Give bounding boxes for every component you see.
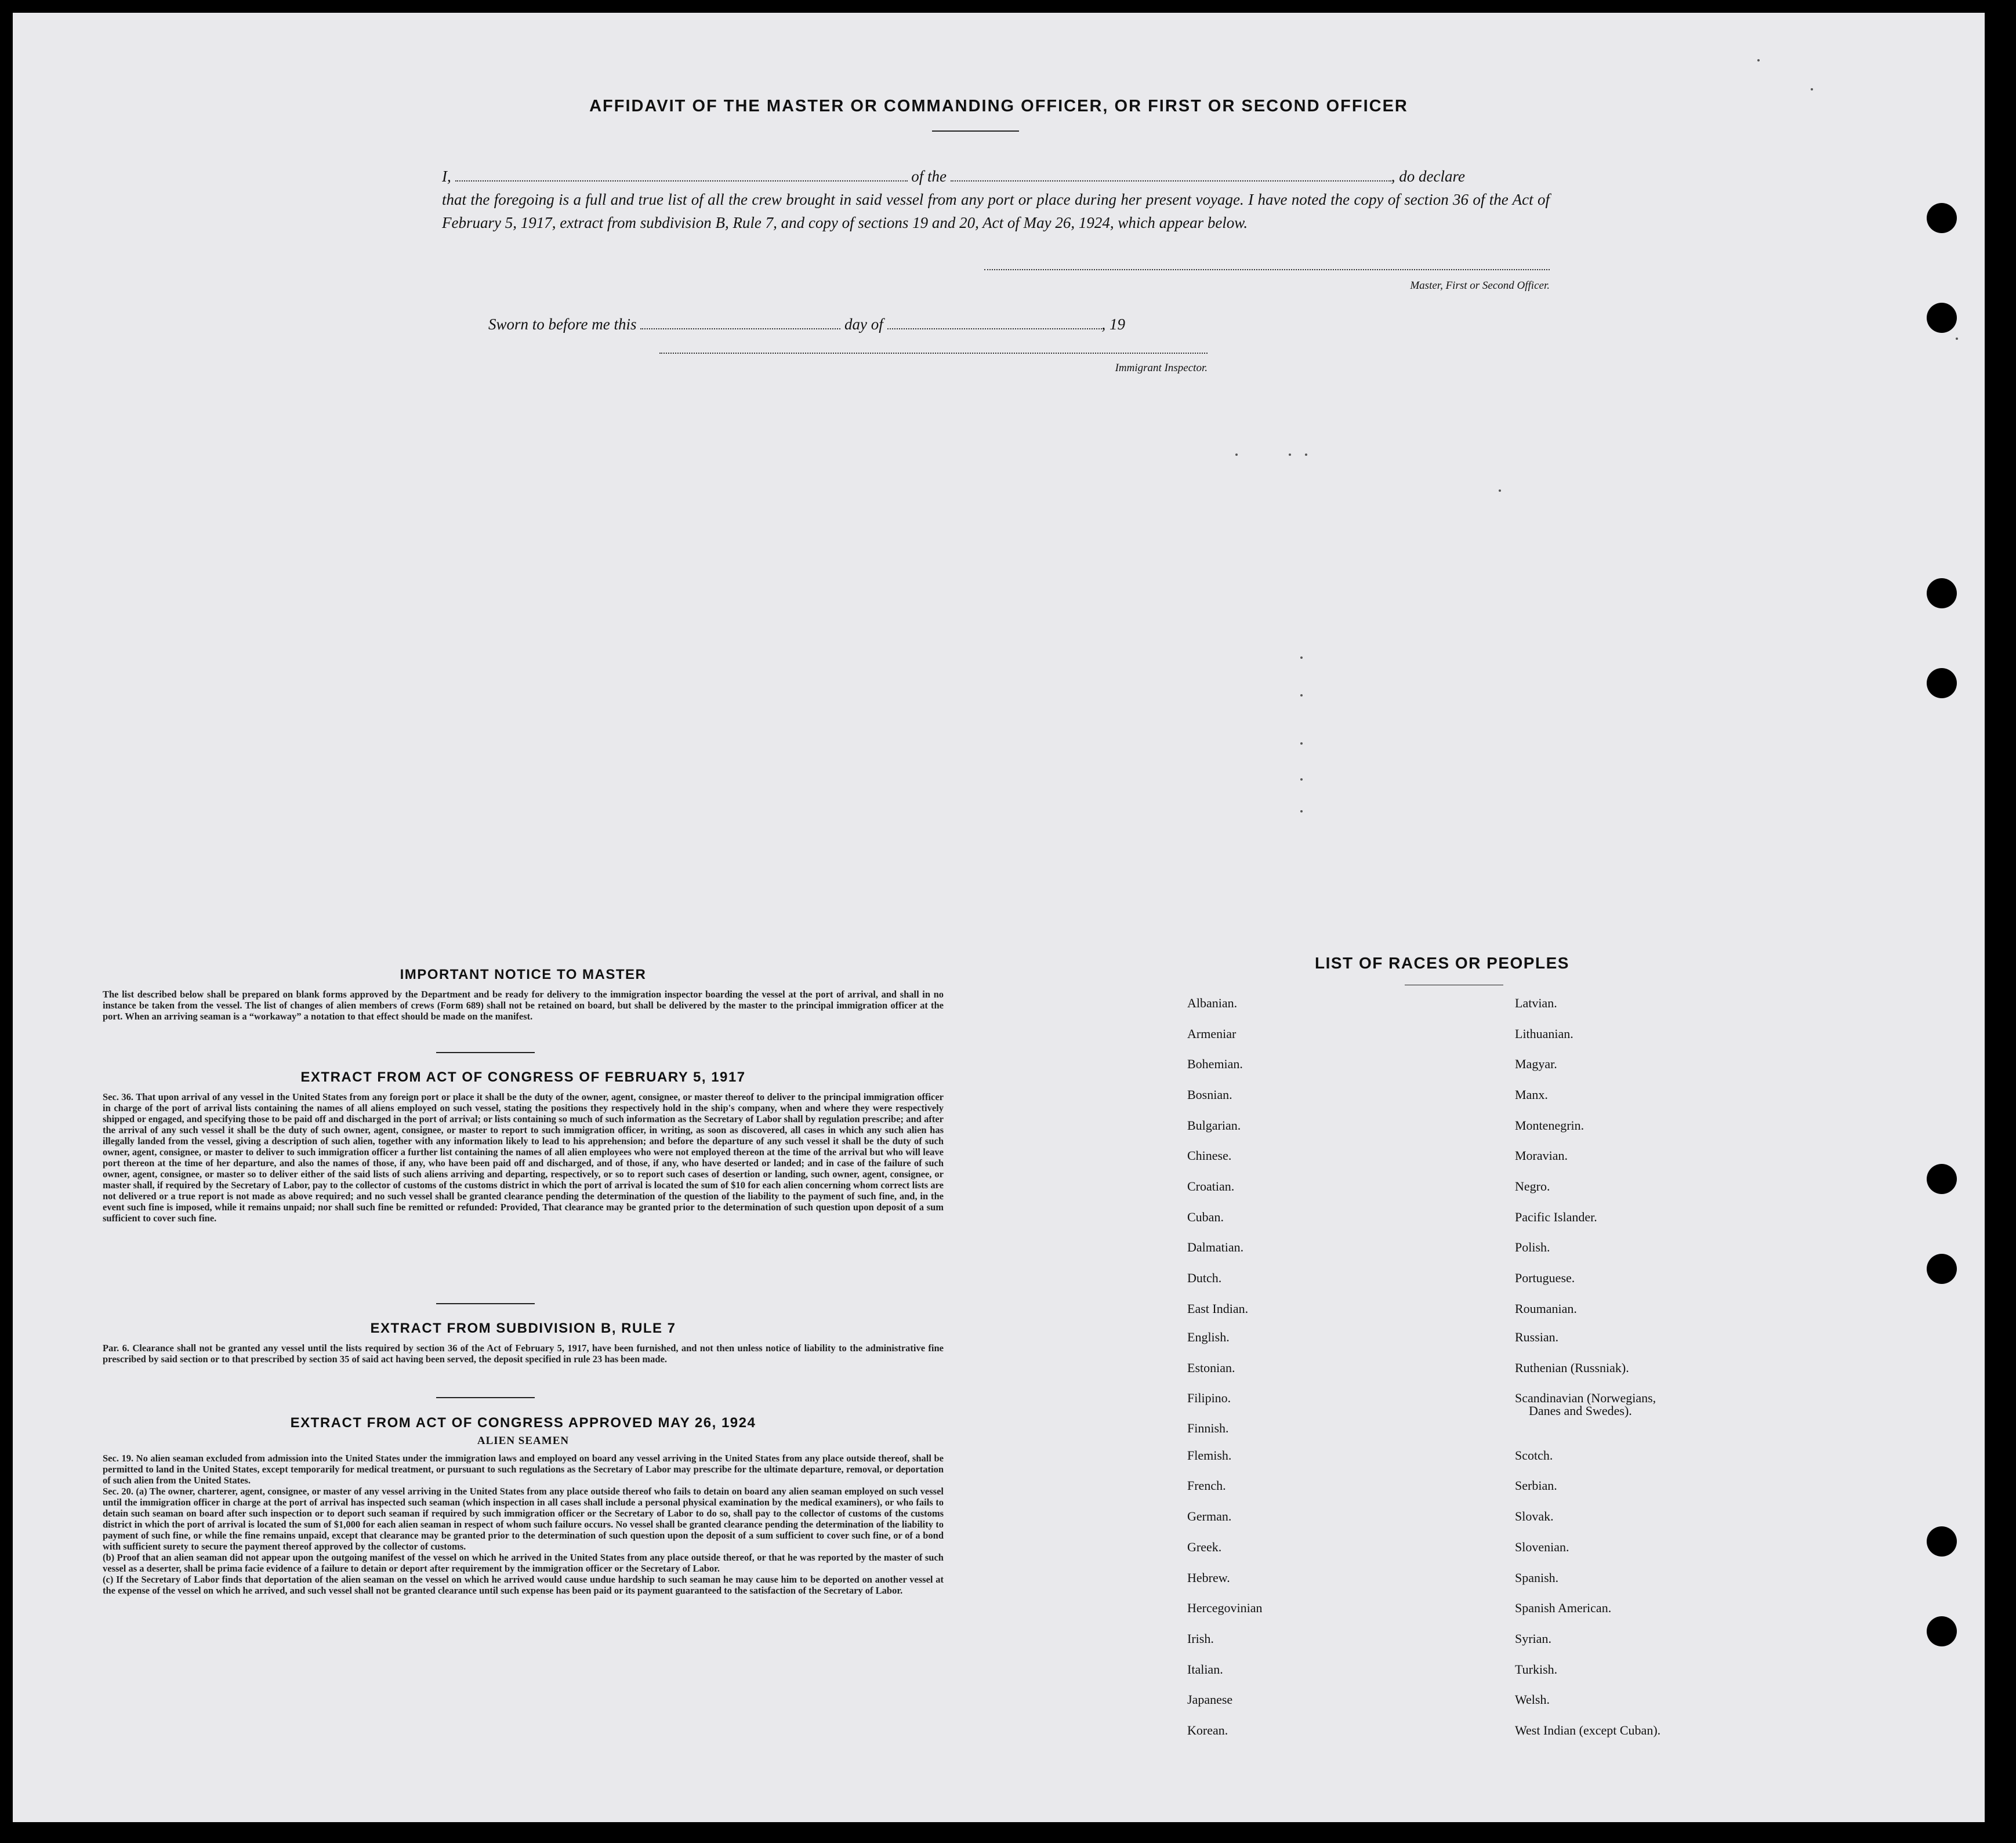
race-item: Slovak. [1515,1509,1554,1523]
paper-speck [1300,810,1303,812]
declaration-text [442,165,1550,234]
extract-1924-text [103,1453,944,1596]
race-item: German. [1187,1509,1232,1523]
race-item: Montenegrin. [1515,1118,1584,1133]
paper-speck [1757,59,1760,61]
extract-1917-text: Sec. 36. That upon arrival of any vessel in the United States from any foreign port or place it shall be the duty of the owner, agent, consignee, or master thereof to deliver to the principal immigration officer in charge of the port of arrival lists containing the names of all aliens employed on such vessel, stating the positions they respectively hold in the ship's company, when and where they were respectively shipped or engaged, and specifying those to be paid off and discharged in the port of arrival; or lists containing so much of such information as the Secretary of Labor shall by regulation prescribe; and after the arrival of any such vessel it shall be the duty of such owner, agent, consignee, or master to report to such immigration officer, in writing, as soon as discovered, all cases in which any such alien has illegally landed from the vessel, giving a description of such alien, together with any information likely to lead to his apprehension; and before the departure of any such vessel it shall be the duty of such owner, agent, consignee, or master to deliver to such immigration officer a further list containing the names of all alien employees who were not employed thereon at the time of the arrival but who will leave port thereon at the time of her departure, and also the names of those, if any, who have been paid off and discharged, and of those, if any, who have deserted or landed; and in case of the failure of such owner, agent, consignee, or master so to deliver either of the said lists of such aliens arriving and departing, respectively, or so to report such cases of desertion or landing, such owner, agent, consignee, or master shall, if required by the Secretary of Labor, pay to the collector of customs of the customs district in which the port of arrival is located the sum of $10 for each alien concerning whom correct lists are not delivered or a true report is not made as above required; and no such vessel shall be granted clearance pending the determination of the question of the liability to the payment of such fine, and, in the event such fine is imposed, while it remains unpaid; nor shall such fine be remitted or refunded: Provided, That clearance may be granted prior to the determination of such question upon deposit of a sum sufficient to cover such fine. [103,1091,944,1224]
race-item: Negro. [1515,1179,1550,1193]
race-item: Scandinavian (Norwegians, [1515,1391,1656,1405]
race-item: Filipino. [1187,1391,1231,1405]
rule7-divider [436,1397,535,1398]
sec20a-text: Sec. 20. (a) The owner, charterer, agent, consignee, or master of any vessel arriving in the United States from any place outside thereof who fails to detain on board any alien seaman employed on such vessel until the immigration officer in charge at the port of arrival has inspected such seaman (which inspection in all cases shall include a personal physical examination by the medical examiners), or who fails to detain such seaman on board after such inspection or to deport such seaman if required by such immigration officer or the Secretary of Labor to do so, shall pay to the collector of customs of the customs district in which the port of arrival is located the sum of $1,000 for each alien seaman in respect of whom such failure occurs. No vessel shall be granted clearance pending the determination of the liability to payment of such fine, or while the fine remains unpaid, except that clearance may be granted prior to the determination of such question upon the deposit of a sum sufficient to cover such fine, or of a bond with sufficient surety to secure the payment thereof approved by the collector of customs. [103,1486,944,1552]
race-item: Bohemian. [1187,1057,1243,1071]
binder-hole [1927,1616,1957,1646]
paper-speck [1300,694,1303,696]
race-item: Moravian. [1515,1148,1568,1163]
binder-hole [1927,1164,1957,1194]
binder-hole [1927,668,1957,698]
rule7-title: EXTRACT FROM SUBDIVISION B, RULE 7 [370,1320,676,1336]
race-item: Finnish. [1187,1421,1229,1435]
race-item: Spanish. [1515,1570,1559,1585]
race-item: Hebrew. [1187,1570,1230,1585]
paper-speck [1289,454,1291,456]
rule7-text: Par. 6. Clearance shall not be granted any vessel until the lists required by section 36 of the Act of February 5, 1917, have been furnished, and not then unless notice of liability to the administrative fine prescribed by said section or to that prescribed by section 35 of said act having been served, the deposit specified in rule 23 has been made. [103,1343,944,1365]
inspector-signature-label: Immigrant Inspector. [1115,362,1208,374]
declaration-of-the: of the [911,168,947,185]
name-blank [455,170,908,182]
paper-speck [1305,454,1307,456]
race-item: Italian. [1187,1662,1223,1677]
race-item: Russian. [1515,1330,1559,1344]
sworn-day-blank [640,318,840,329]
vessel-blank [951,170,1391,182]
race-item: Flemish. [1187,1448,1232,1463]
extract-1917-title: EXTRACT FROM ACT OF CONGRESS OF FEBRUARY 5, 1917 [300,1069,746,1085]
notice-title: IMPORTANT NOTICE TO MASTER [400,967,647,982]
race-item: Japanese [1187,1692,1233,1707]
sworn-month-blank [887,318,1102,329]
declaration-do-declare: , do declare [1391,168,1465,185]
race-item: Armeniar [1187,1026,1237,1041]
race-item: Spanish American. [1515,1601,1612,1615]
race-item: Welsh. [1515,1692,1550,1707]
races-title: LIST OF RACES OR PEOPLES [1315,954,1569,972]
title-divider [932,130,1019,132]
race-item: Bulgarian. [1187,1118,1241,1133]
race-item: Latvian. [1515,996,1557,1010]
declaration-line-1 [442,165,1550,188]
binder-hole [1927,578,1957,608]
race-item: English. [1187,1330,1230,1344]
race-item: Magyar. [1515,1057,1557,1071]
sworn-day-of-text: day of [844,315,883,333]
race-item: Cuban. [1187,1210,1224,1224]
sworn-line [488,315,1125,333]
sworn-before-text: Sworn to before me this [488,315,637,333]
paper-speck [1300,656,1303,659]
race-item: Manx. [1515,1087,1548,1102]
race-item: Estonian. [1187,1361,1235,1375]
race-item: Syrian. [1515,1631,1551,1646]
race-item: Albanian. [1187,996,1238,1010]
race-item: Ruthenian (Russniak). [1515,1361,1629,1375]
race-item: Dalmatian. [1187,1240,1244,1254]
race-item: Serbian. [1515,1478,1557,1493]
race-item: Lithuanian. [1515,1026,1573,1041]
race-item: Slovenian. [1515,1540,1569,1554]
master-signature-label: Master, First or Second Officer. [1410,280,1550,292]
extract-1917-divider [436,1303,535,1304]
race-item: Dutch. [1187,1271,1222,1285]
sec20b-text: (b) Proof that an alien seaman did not appear upon the outgoing manifest of the vessel on which he arrived in the United States from any place outside thereof, or that he was reported by the master of such vessel as a deserter, shall be prima facie evidence of a failure to detain or deport after requirement by the immigration officer or the Secretary of Labor. [103,1552,944,1574]
race-item: Danes and Swedes). [1529,1403,1632,1418]
race-item: Roumanian. [1515,1301,1577,1316]
race-item: West Indian (except Cuban). [1515,1723,1661,1737]
race-item: French. [1187,1478,1226,1493]
race-item: Chinese. [1187,1148,1232,1163]
paper-speck [1300,742,1303,745]
inspector-signature-line [659,353,1208,354]
race-item: Croatian. [1187,1179,1235,1193]
extract-1924-subtitle: ALIEN SEAMEN [477,1435,570,1447]
race-item: Polish. [1515,1240,1550,1254]
race-item: Bosnian. [1187,1087,1232,1102]
race-item: Irish. [1187,1631,1214,1646]
binder-hole [1927,1526,1957,1557]
binder-hole [1927,203,1957,233]
notice-divider [436,1052,535,1053]
master-signature-line [984,269,1550,270]
declaration-i: I, [442,168,451,185]
race-item: Turkish. [1515,1662,1558,1677]
paper-speck [1235,454,1238,456]
binder-hole [1927,1254,1957,1284]
sec20c-text: (c) If the Secretary of Labor finds that deportation of the alien seaman on the vessel on which he arrived would cause undue hardship to such seaman he may cause him to be deported on another vessel at the expense of the vessel on which he arrived, and such vessel shall not be granted clearance until such expense has been paid or its payment guaranteed to the satisfaction of the Secretary of Labor. [103,1574,944,1596]
paper-speck [1499,489,1501,492]
race-item: Scotch. [1515,1448,1553,1463]
document-page [13,13,1985,1822]
race-item: Hercegovinian [1187,1601,1263,1615]
race-item: Pacific Islander. [1515,1210,1597,1224]
declaration-body: that the foregoing is a full and true list of all the crew brought in said vessel from any port or place during her present voyage. I have noted the copy of section 36 of the Act of February 5, 1917, extract from subdivision B, Rule 7, and copy of sections 19 and 20, Act of May 26, 1924, which appear below. [442,191,1550,231]
binder-hole [1927,303,1957,333]
affidavit-title: AFFIDAVIT OF THE MASTER OR COMMANDING OFFICER, OR FIRST OR SECOND OFFICER [589,97,1408,115]
extract-1924-title: EXTRACT FROM ACT OF CONGRESS APPROVED MAY 26, 1924 [290,1415,756,1431]
paper-speck [1956,338,1958,340]
race-item: East Indian. [1187,1301,1249,1316]
notice-text: The list described below shall be prepared on blank forms approved by the Department and be ready for delivery to the immigration inspector boarding the vessel at the port of arrival, and shall in no instance be taken from the vessel. The list of changes of alien members of crews (Form 689) shall not be retained on board, but shall be delivered by the master to the principal immigration officer at the port. When an arriving seaman is a “workaway” a notation to that effect should be made on the manifest. [103,989,944,1022]
race-item: Greek. [1187,1540,1222,1554]
paper-speck [1300,778,1303,781]
sworn-year-text: , 19 [1101,315,1125,333]
paper-speck [1811,88,1813,90]
race-item: Korean. [1187,1723,1228,1737]
race-item: Portuguese. [1515,1271,1575,1285]
sec19-text: Sec. 19. No alien seaman excluded from admission into the United States under the immigration laws and employed on board any vessel arriving in the United States from any place outside thereof, shall be permitted to land in the United States, except temporarily for medical treatment, or pursuant to such regulations as the Secretary of Labor may prescribe for the ultimate departure, removal, or deportation of such alien from the United States. [103,1453,944,1486]
